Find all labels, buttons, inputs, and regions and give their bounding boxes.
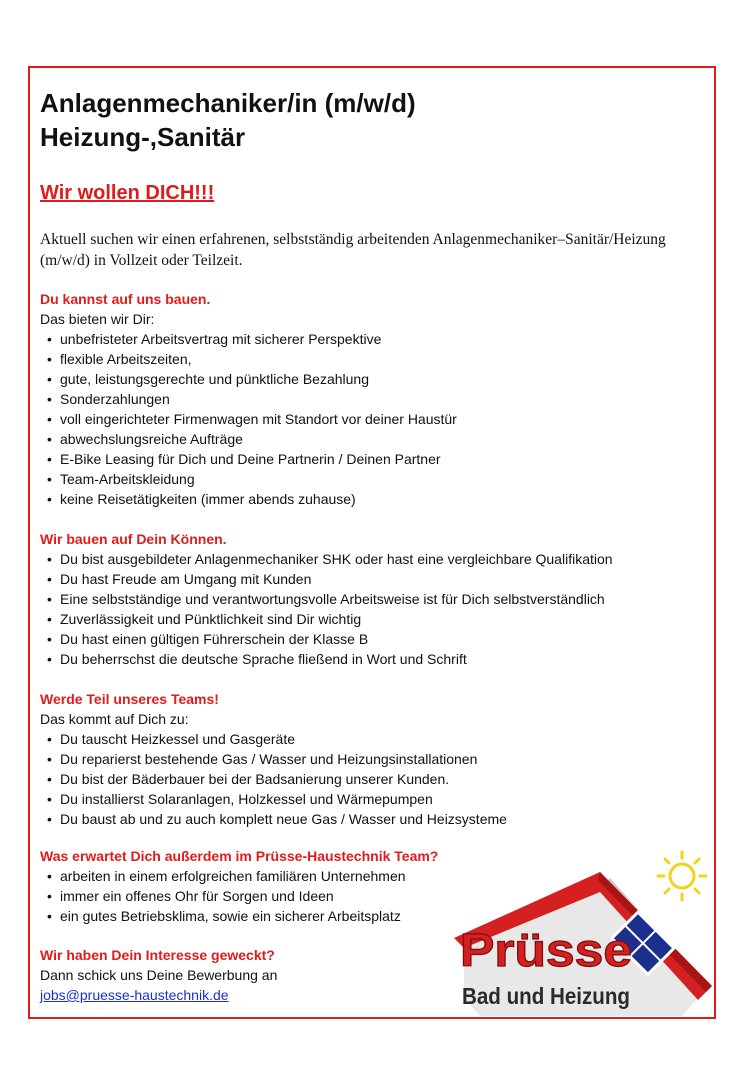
tasks-subheading: Das kommt auf Dich zu: bbox=[40, 711, 189, 727]
list-item: • E-Bike Leasing für Dich und Deine Partnerin / Deinen Partner bbox=[40, 449, 700, 469]
list-item: • ein gutes Betriebsklima, sowie ein sicherer Arbeitsplatz bbox=[40, 906, 700, 926]
list-item: • Du tauscht Heizkessel und Gasgeräte bbox=[40, 729, 700, 749]
intro-text: Aktuell suchen wir einen erfahrenen, selbstständig arbeitenden Anlagenmechaniker–Sanitär/Heizung (m/w/d) in Vollzeit oder Teilzeit. bbox=[40, 231, 666, 269]
list-item: • Team-Arbeitskleidung bbox=[40, 469, 700, 489]
offer-section bbox=[40, 289, 700, 509]
list-item: • flexible Arbeitszeiten, bbox=[40, 349, 700, 369]
logo-name: Prüsse bbox=[460, 924, 632, 976]
list-item: • arbeiten in einem erfolgreichen familiären Unternehmen bbox=[40, 866, 700, 886]
list-item: • Du baust ab und zu auch komplett neue Gas / Wasser und Heizsysteme bbox=[40, 809, 700, 829]
list-item: • Sonderzahlungen bbox=[40, 389, 700, 409]
job-title-line2: Heizung-,Sanitär bbox=[40, 122, 246, 152]
company-logo bbox=[450, 848, 712, 1020]
list-item: • Du installierst Solaranlagen, Holzkessel und Wärmepumpen bbox=[40, 789, 700, 809]
slogan: Wir wollen DICH!!! bbox=[40, 182, 215, 204]
contact-text: Dann schick uns Deine Bewerbung an bbox=[40, 967, 278, 983]
list-item: • Zuverlässigkeit und Pünktlichkeit sind Dir wichtig bbox=[40, 609, 700, 629]
job-title bbox=[40, 86, 416, 154]
list-item: • Du hast Freude am Umgang mit Kunden bbox=[40, 569, 700, 589]
list-item: • abwechslungsreiche Aufträge bbox=[40, 429, 700, 449]
list-item: • unbefristeter Arbeitsvertrag mit sicherer Perspektive bbox=[40, 329, 700, 349]
sun-icon bbox=[658, 852, 706, 900]
list-item: • Du hast einen gültigen Führerschein der Klasse B bbox=[40, 629, 700, 649]
list-item: • Eine selbstständige und verantwortungsvolle Arbeitsweise ist für Dich selbstverständlich bbox=[40, 589, 700, 609]
job-title-line1: Anlagenmechaniker/in (m/w/d) bbox=[40, 88, 416, 118]
requirements-heading: Wir bauen auf Dein Können. bbox=[40, 531, 227, 547]
list-item: • gute, leistungsgerechte und pünktliche Bezahlung bbox=[40, 369, 700, 389]
list-item: • Du beherrschst die deutsche Sprache fließend in Wort und Schrift bbox=[40, 649, 700, 669]
contact-heading: Wir haben Dein Interesse geweckt? bbox=[40, 947, 275, 963]
requirements-list bbox=[40, 549, 700, 669]
offer-heading: Du kannst auf uns bauen. bbox=[40, 291, 211, 307]
tasks-list bbox=[40, 729, 700, 829]
list-item: • Du bist ausgebildeter Anlagenmechaniker SHK oder hast eine vergleichbare Qualifikation bbox=[40, 549, 700, 569]
extras-heading: Was erwartet Dich außerdem im Prüsse-Haustechnik Team? bbox=[40, 848, 439, 864]
tasks-section bbox=[40, 689, 700, 829]
list-item: • voll eingerichteter Firmenwagen mit Standort vor deiner Haustür bbox=[40, 409, 700, 429]
offer-list bbox=[40, 329, 700, 509]
email-link[interactable]: jobs@pruesse-haustechnik.de bbox=[40, 987, 229, 1003]
tasks-heading: Werde Teil unseres Teams! bbox=[40, 691, 219, 707]
contact-section bbox=[40, 945, 277, 1005]
list-item: • Du reparierst bestehende Gas / Wasser und Heizungsinstallationen bbox=[40, 749, 700, 769]
list-item: • keine Reisetätigkeiten (immer abends zuhause) bbox=[40, 489, 700, 509]
list-item: • immer ein offenes Ohr für Sorgen und Ideen bbox=[40, 886, 700, 906]
list-item: • Du bist der Bäderbauer bei der Badsanierung unserer Kunden. bbox=[40, 769, 700, 789]
requirements-section bbox=[40, 529, 700, 669]
offer-subheading: Das bieten wir Dir: bbox=[40, 311, 155, 327]
logo-tagline: Bad und Heizung bbox=[462, 983, 630, 1009]
